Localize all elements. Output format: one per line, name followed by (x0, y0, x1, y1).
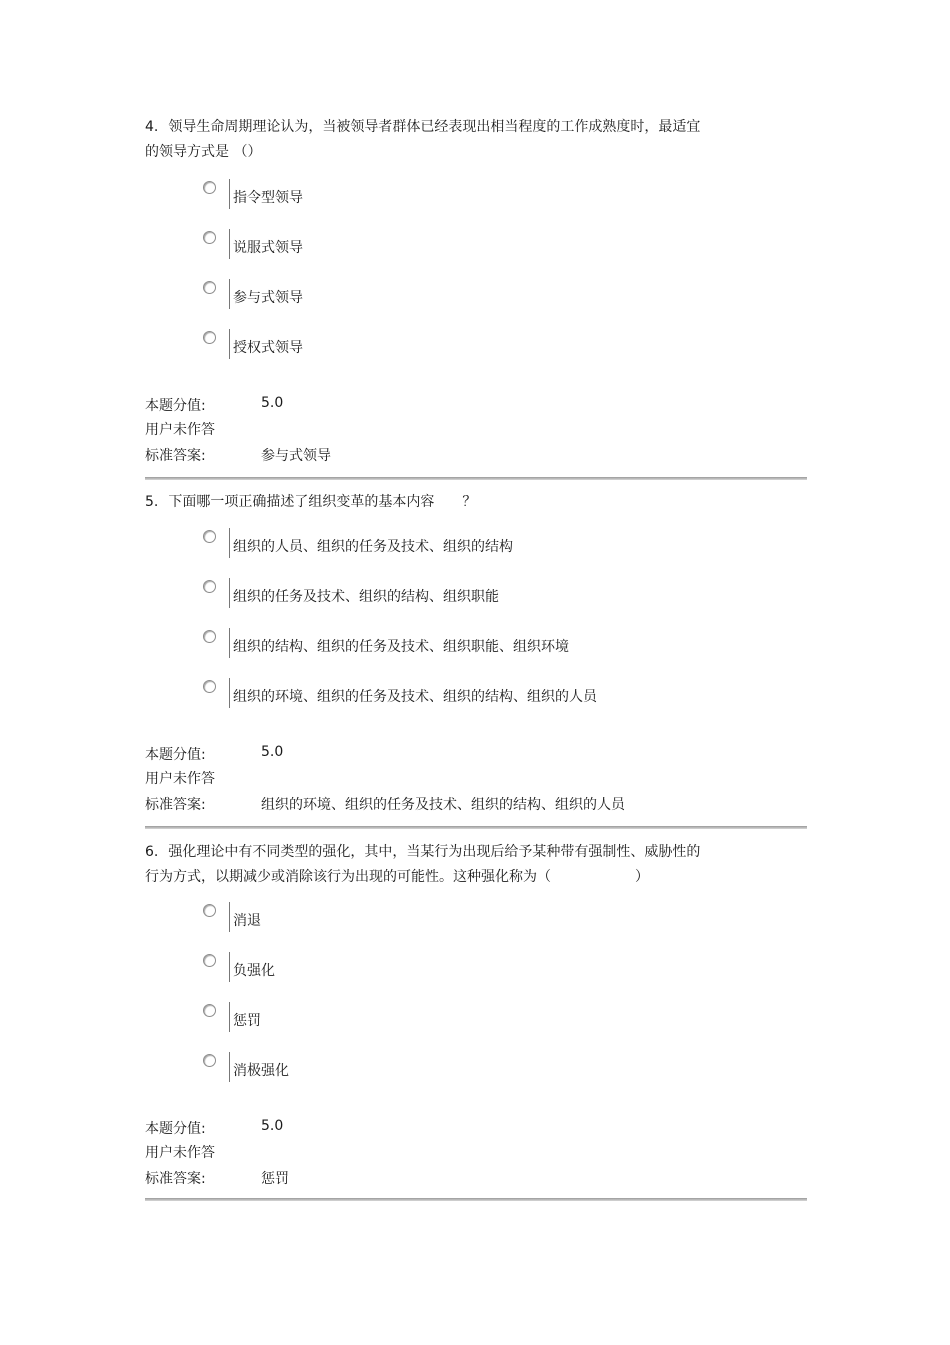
divider (145, 826, 807, 829)
option-label: 组织的结构、组织的任务及技术、组织职能、组织环境 (233, 639, 569, 655)
option-label: 说服式领导 (233, 240, 303, 256)
question-text (145, 490, 745, 515)
question-text (145, 840, 745, 890)
question-line-1: 强化理论中有不同类型的强化，其中，当某行为出现后给予某种带有强制性、威胁性的 (168, 844, 701, 860)
option-label: 惩罚 (233, 1013, 261, 1029)
option-label: 参与式领导 (233, 290, 303, 306)
option-label: 组织的人员、组织的任务及技术、组织的结构 (233, 539, 513, 555)
radio-button[interactable] (203, 1004, 216, 1017)
question-line-2: 的领导方式是 （） (145, 144, 262, 160)
question-text (145, 115, 745, 165)
answer-value: 惩罚 (261, 1171, 289, 1187)
option-label: 消极强化 (233, 1063, 289, 1079)
answer-value: 参与式领导 (261, 448, 331, 464)
user-status: 用户未作答 (145, 1145, 215, 1161)
radio-button[interactable] (203, 530, 216, 543)
score-value: 5.0 (261, 744, 284, 760)
answer-label: 标准答案: (145, 797, 206, 813)
radio-button[interactable] (203, 680, 216, 693)
answer-label: 标准答案: (145, 448, 206, 464)
question-line-1: 领导生命周期理论认为，当被领导者群体已经表现出相当程度的工作成熟度时，最适宜 (168, 119, 701, 135)
radio-button[interactable] (203, 580, 216, 593)
radio-button[interactable] (203, 904, 216, 917)
option-label: 组织的环境、组织的任务及技术、组织的结构、组织的人员 (233, 689, 597, 705)
question-number: 6. (145, 844, 159, 860)
divider (145, 477, 807, 480)
score-row (145, 1118, 284, 1138)
option-label: 指令型领导 (233, 190, 303, 206)
question-line-2: 行为方式，以期减少或消除该行为出现的可能性。这种强化称为（ ） (145, 869, 649, 885)
score-label: 本题分值: (145, 398, 206, 414)
radio-button[interactable] (203, 954, 216, 967)
answer-row (145, 445, 331, 465)
user-status: 用户未作答 (145, 771, 215, 787)
score-row (145, 744, 284, 764)
score-label: 本题分值: (145, 1121, 206, 1137)
radio-button[interactable] (203, 281, 216, 294)
option-label: 组织的任务及技术、组织的结构、组织职能 (233, 589, 499, 605)
radio-button[interactable] (203, 231, 216, 244)
question-number: 4. (145, 119, 159, 135)
answer-row (145, 1168, 289, 1188)
radio-button[interactable] (203, 181, 216, 194)
score-row (145, 395, 284, 415)
question-line-1: 下面哪一项正确描述了组织变革的基本内容 ？ (168, 494, 477, 510)
user-status: 用户未作答 (145, 422, 215, 438)
divider (145, 1198, 807, 1201)
score-value: 5.0 (261, 395, 284, 411)
radio-button[interactable] (203, 1054, 216, 1067)
radio-button[interactable] (203, 331, 216, 344)
answer-value: 组织的环境、组织的任务及技术、组织的结构、组织的人员 (261, 797, 625, 813)
option-label: 授权式领导 (233, 340, 303, 356)
answer-label: 标准答案: (145, 1171, 206, 1187)
option-label: 负强化 (233, 963, 275, 979)
question-number: 5. (145, 494, 159, 510)
radio-button[interactable] (203, 630, 216, 643)
score-value: 5.0 (261, 1118, 284, 1134)
option-label: 消退 (233, 913, 261, 929)
answer-row (145, 794, 625, 814)
score-label: 本题分值: (145, 747, 206, 763)
